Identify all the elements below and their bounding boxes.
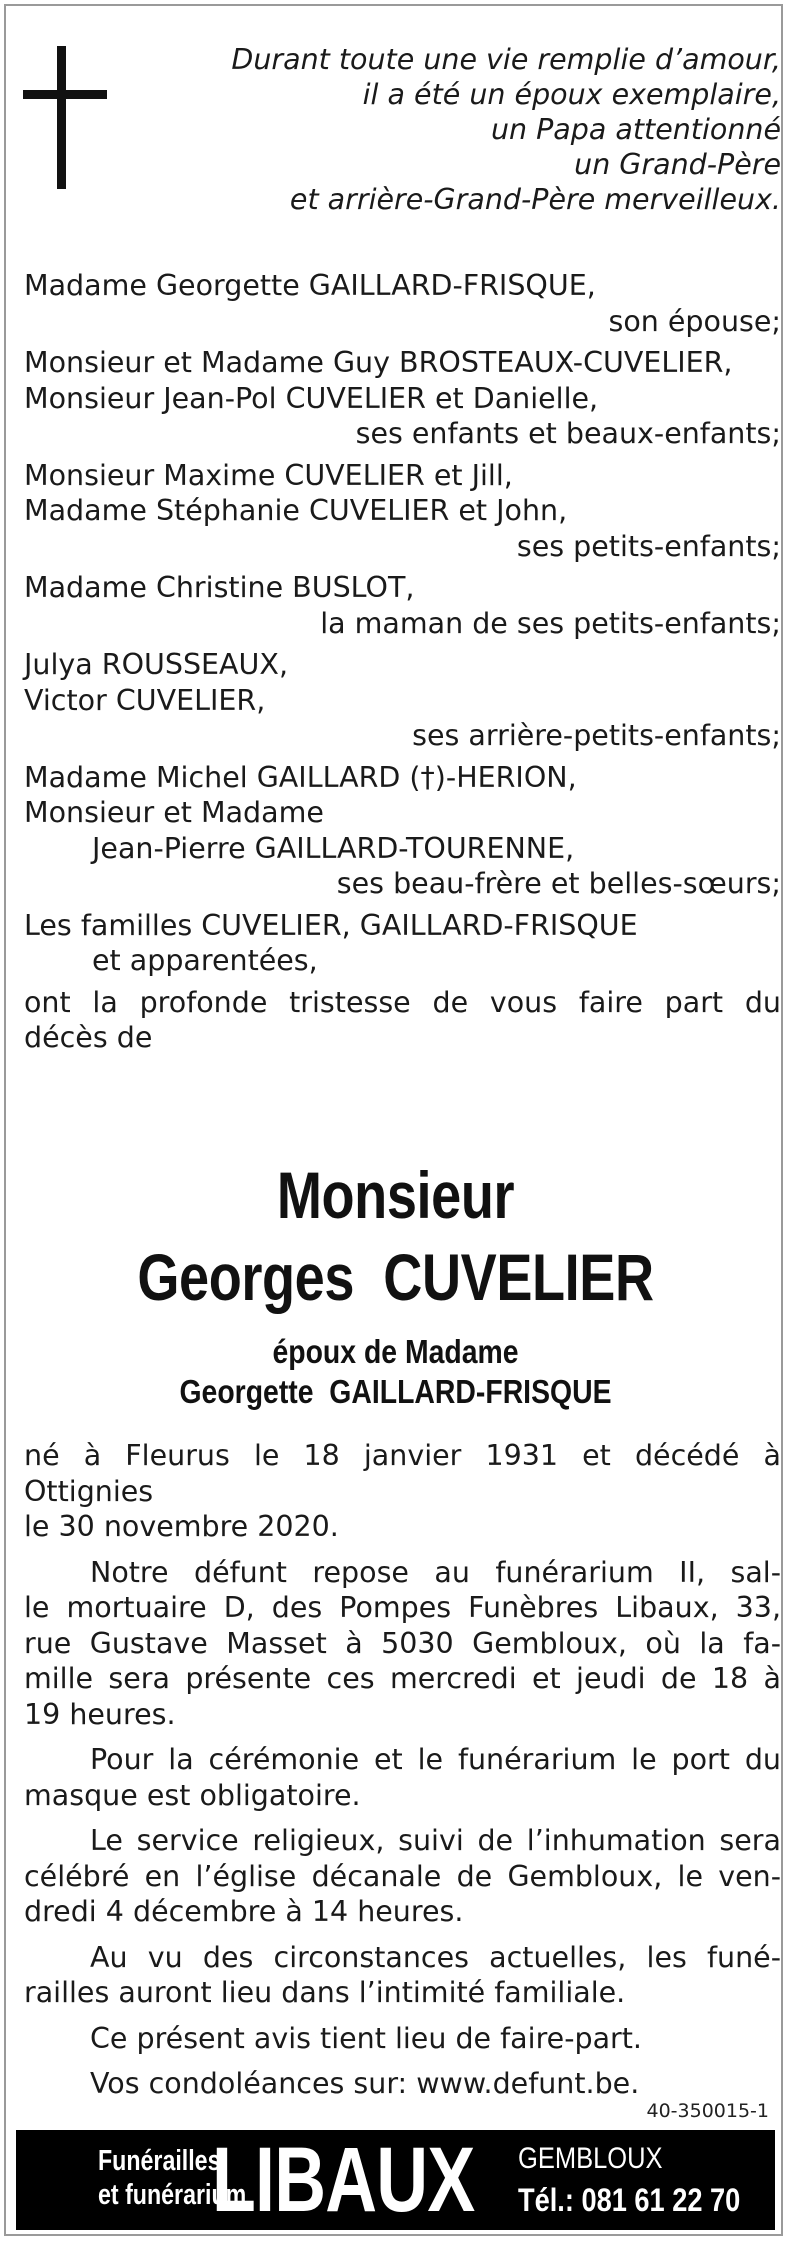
poem (156, 42, 781, 217)
circumstances-line: railles auront lieu dans l’intimité familiale. (24, 1976, 626, 2009)
mask-line: Pour la cérémonie et le funérarium le port du (90, 1743, 781, 1776)
grandchildren-line: Madame Stéphanie CUVELIER et John, (24, 494, 568, 527)
mask-line: masque est obligatoire. (24, 1778, 361, 1812)
deceased-block (6, 1154, 785, 1412)
announcement-line: décès de (24, 1021, 153, 1054)
great-grandchild-line: Julya ROUSSEAUX, (24, 648, 289, 681)
banner-services-line: et funérarium (98, 2179, 247, 2211)
obituary-notice (4, 4, 783, 2236)
banner-services (98, 2144, 247, 2212)
birth-line: né à Fleurus le 18 janvier 1931 et décédé à Ottignies (24, 1439, 781, 1508)
funeral-home-banner (16, 2130, 775, 2230)
service-line: dredi 4 décembre à 14 heures. (24, 1895, 464, 1928)
poem-line: un Papa attentionné (490, 113, 781, 146)
children-role: ses enfants et beaux-enfants; (355, 417, 781, 450)
families-line: et apparentées, (92, 944, 318, 977)
grandchildren-role: ses petits-enfants; (516, 529, 781, 563)
rest-line: rue Gustave Masset à 5030 Gembloux, où la fa- (24, 1626, 781, 1660)
children-line: Monsieur Jean-Pol CUVELIER et Danielle, (24, 381, 599, 415)
inlaws-line: Jean-Pierre GAILLARD-TOURENNE, (92, 831, 575, 865)
birth-line: le 30 novembre 2020. (24, 1510, 339, 1543)
poem-line: et arrière-Grand-Père merveilleux. (289, 183, 781, 216)
banner-services-line: Funérailles (98, 2145, 221, 2177)
service-line: Le service religieux, suivi de l’inhumation sera (90, 1824, 781, 1857)
families-line: Les familles CUVELIER, GAILLARD-FRISQUE (24, 908, 638, 942)
grandchildren-line: Monsieur Maxime CUVELIER et Jill, (24, 458, 513, 492)
poem-line: il a été un époux exemplaire, (362, 78, 781, 111)
rest-line: le mortuaire D, des Pompes Funèbres Libaux, 33, (24, 1591, 781, 1624)
rest-line: mille sera présente ces mercredi et jeudi de 18 à (24, 1662, 781, 1695)
spouse-of-name: Georgette GAILLARD-FRISQUE (179, 1373, 612, 1410)
great-grandchildren-role: ses arrière-petits-enfants; (412, 719, 781, 752)
inlaws-role: ses beau-frère et belles-sœurs; (336, 867, 781, 900)
children-line: Monsieur et Madame Guy BROSTEAUX-CUVELIER, (24, 346, 733, 379)
rest-line: Notre défunt repose au funérarium II, sal- (90, 1555, 781, 1589)
family-list (24, 268, 781, 1056)
circumstances-line: Au vu des circonstances actuelles, les funé- (90, 1940, 781, 1974)
reference-number: 40-350015-1 (646, 2100, 769, 2122)
mother-name: Madame Christine BUSLOT, (24, 571, 415, 604)
banner-phone: Tél.: 081 61 22 70 (518, 2182, 741, 2218)
inlaws-line: Monsieur et Madame (24, 796, 324, 829)
great-grandchild-line: Victor CUVELIER, (24, 683, 266, 717)
banner-city: GEMBLOUX (518, 2142, 663, 2175)
details (24, 1438, 781, 2112)
deceased-name: Georges CUVELIER (137, 1240, 654, 1314)
announcement-line: ont la profonde tristesse de vous faire part du (24, 985, 781, 1019)
cross-icon (57, 46, 66, 189)
notice-line: Ce présent avis tient lieu de faire-part. (90, 2021, 642, 2055)
condolences-line: Vos condoléances sur: www.defunt.be. (90, 2067, 640, 2100)
deceased-title: Monsieur (276, 1158, 515, 1232)
cross-icon-bar (23, 90, 107, 99)
inlaws-line: Madame Michel GAILLARD (†)-HERION, (24, 760, 577, 794)
rest-line: 19 heures. (24, 1697, 176, 1731)
poem-line: un Grand-Père (574, 148, 781, 181)
poem-line: Durant toute une vie remplie d’amour, (231, 43, 781, 76)
mother-role: la maman de ses petits-enfants; (320, 606, 781, 640)
service-line: célébré en l’église décanale de Gembloux, le ven- (24, 1859, 781, 1893)
spouse-name: Madame Georgette GAILLARD-FRISQUE, (24, 269, 596, 302)
spouse-role: son épouse; (608, 304, 781, 338)
banner-brand: LIBAUX (212, 2129, 475, 2231)
spouse-of-line: époux de Madame (272, 1333, 519, 1370)
